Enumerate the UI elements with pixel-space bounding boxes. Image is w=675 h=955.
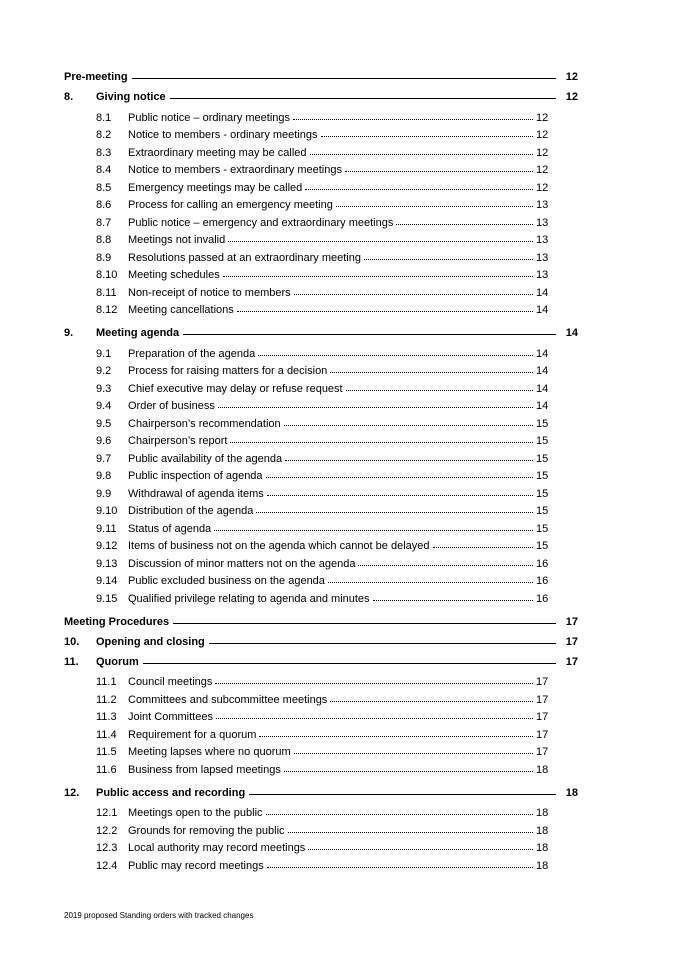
toc-entry-label: Chief executive may delay or refuse request [128, 382, 343, 395]
toc-entry-page: 13 [536, 216, 549, 229]
toc-entry-label: Council meetings [128, 676, 213, 688]
page-footer: 2019 proposed Standing orders with tracked changes [64, 911, 254, 920]
toc-dot-leader [228, 241, 533, 242]
toc-entry[interactable] [64, 395, 578, 413]
toc-page-number: 14 [565, 327, 578, 339]
toc-entry[interactable] [64, 587, 578, 605]
toc-dot-leader [433, 547, 534, 548]
toc-leader-line [143, 663, 556, 664]
toc-entry[interactable] [64, 264, 578, 282]
toc-entry[interactable] [64, 758, 578, 776]
toc-entry-page: 15 [536, 452, 549, 465]
toc-entry-page: 12 [536, 181, 549, 194]
toc-entry-number: 12.3 [96, 842, 118, 854]
toc-entry-label: Order of business [128, 400, 215, 412]
toc-dot-leader [305, 189, 533, 190]
toc-dot-leader [284, 771, 533, 772]
toc-entry-label: Public notice – ordinary meetings [128, 111, 291, 124]
toc-entry[interactable] [64, 802, 578, 820]
toc-entry[interactable] [64, 706, 578, 724]
table-of-contents [64, 63, 578, 875]
toc-entry-number: 9.15 [96, 592, 118, 605]
toc-entry-page: 14 [536, 286, 549, 299]
toc-section-heading[interactable] [64, 628, 578, 648]
toc-entry[interactable] [64, 482, 578, 500]
toc-entry-label: Process for calling an emergency meeting [128, 199, 333, 211]
toc-entry[interactable] [64, 246, 578, 264]
toc-entry-number: 8.6 [96, 199, 112, 211]
toc-entry[interactable] [64, 837, 578, 855]
toc-part-heading[interactable] [64, 63, 578, 83]
toc-entry-page: 12 [536, 164, 549, 176]
toc-entry-page: 15 [536, 487, 549, 500]
toc-entry-number: 8.11 [96, 286, 117, 299]
toc-entry-page: 15 [536, 505, 549, 517]
toc-entry[interactable] [64, 124, 578, 142]
toc-section-number: 12. [64, 786, 80, 799]
toc-entry-label: Requirement for a quorum [128, 728, 257, 741]
toc-entry-page: 17 [536, 728, 549, 741]
toc-entry-number: 9.11 [96, 522, 117, 535]
toc-entry[interactable] [64, 535, 578, 553]
toc-page-number: 17 [565, 655, 578, 668]
toc-entry-page: 13 [536, 199, 549, 211]
toc-dot-leader [285, 460, 533, 461]
toc-dot-leader [215, 683, 533, 684]
toc-dot-leader [288, 832, 533, 833]
toc-leader-line [170, 98, 556, 99]
toc-entry-label: Public inspection of agenda [128, 470, 263, 482]
toc-entry-number: 9.12 [96, 540, 118, 552]
toc-entry[interactable] [64, 570, 578, 588]
toc-dot-leader [256, 512, 533, 513]
toc-dot-leader [218, 407, 533, 408]
toc-dot-leader [346, 390, 533, 391]
toc-entry-page: 13 [536, 251, 549, 264]
toc-entry-number: 11.1 [96, 676, 117, 688]
toc-dot-leader [266, 477, 533, 478]
toc-section-number: 9. [64, 327, 74, 339]
toc-dot-leader [294, 294, 533, 295]
toc-entry[interactable] [64, 211, 578, 229]
toc-entry-label: Meeting lapses where no quorum [128, 746, 291, 758]
toc-entry-label: Public availability of the agenda [128, 452, 283, 465]
toc-entry-label: Qualified privilege relating to agenda and minutes [128, 592, 370, 605]
toc-entry-label: Meeting schedules [128, 269, 220, 281]
toc-dot-leader [294, 753, 533, 754]
toc-entry-page: 15 [536, 540, 549, 552]
toc-entry-number: 11.5 [96, 746, 117, 758]
toc-entry-page: 14 [536, 347, 549, 360]
toc-entry[interactable] [64, 377, 578, 395]
toc-entry-number: 8.7 [96, 216, 112, 229]
toc-entry[interactable] [64, 106, 578, 124]
toc-entry-label: Grounds for removing the public [128, 824, 285, 837]
toc-entry-page: 18 [536, 763, 549, 776]
toc-entry-page: 12 [536, 111, 549, 124]
toc-leader-line [249, 794, 556, 795]
toc-dot-leader [266, 814, 533, 815]
toc-entry-page: 18 [536, 842, 549, 854]
toc-entry-page: 16 [536, 592, 549, 605]
toc-dot-leader [259, 736, 533, 737]
toc-page-number: 12 [565, 71, 578, 83]
toc-entry-label: Distribution of the agenda [128, 505, 254, 517]
toc-entry-number: 11.4 [96, 728, 117, 741]
toc-entry-page: 14 [536, 365, 549, 377]
toc-section-heading[interactable] [64, 83, 578, 103]
toc-entry-number: 9.7 [96, 452, 112, 465]
toc-entry-page: 17 [536, 676, 549, 688]
toc-heading-label: Public access and recording [96, 786, 246, 799]
toc-entry[interactable] [64, 552, 578, 570]
toc-entry-label: Non-receipt of notice to members [128, 286, 291, 299]
toc-dot-leader [336, 206, 533, 207]
toc-entry-number: 9.8 [96, 470, 112, 482]
toc-entry-page: 15 [536, 470, 549, 482]
toc-heading-label: Meeting Procedures [64, 615, 170, 628]
toc-section-heading[interactable] [64, 779, 578, 799]
toc-entry-number: 9.4 [96, 400, 112, 412]
toc-entry-page: 18 [536, 859, 549, 872]
toc-entry-label: Local authority may record meetings [128, 842, 306, 854]
toc-entry-label: Chairperson’s recommendation [128, 417, 281, 430]
toc-dot-leader [345, 171, 533, 172]
toc-section-number: 8. [64, 91, 74, 103]
toc-heading-label: Pre-meeting [64, 71, 128, 83]
toc-section-heading[interactable] [64, 648, 578, 668]
toc-entry-label: Preparation of the agenda [128, 347, 256, 360]
toc-entry-number: 9.3 [96, 382, 112, 395]
toc-dot-leader [216, 718, 533, 719]
toc-entry-label: Notice to members - ordinary meetings [128, 129, 318, 141]
toc-dot-leader [330, 372, 533, 373]
toc-entry[interactable] [64, 229, 578, 247]
toc-page-number: 17 [565, 615, 578, 628]
toc-entry-label: Notice to members - extraordinary meetings [128, 164, 342, 176]
toc-entry[interactable] [64, 517, 578, 535]
toc-entry-label: Business from lapsed meetings [128, 763, 281, 776]
toc-page-number: 17 [565, 635, 578, 648]
toc-entry-page: 12 [536, 146, 549, 159]
toc-entry-page: 17 [536, 711, 549, 723]
toc-entry-number: 11.6 [96, 763, 117, 776]
toc-entry-number: 9.13 [96, 557, 118, 570]
toc-entry-number: 9.10 [96, 505, 118, 517]
toc-leader-line [183, 334, 556, 335]
toc-entry-label: Chairperson’s report [128, 435, 228, 447]
toc-entry-page: 15 [536, 417, 549, 430]
toc-leader-line [209, 643, 556, 644]
toc-dot-leader [267, 495, 533, 496]
toc-dot-leader [267, 867, 533, 868]
toc-entry[interactable] [64, 854, 578, 872]
toc-entry-number: 12.2 [96, 824, 118, 837]
toc-entry[interactable] [64, 194, 578, 212]
toc-entry-page: 15 [536, 435, 549, 447]
toc-entry-number: 11.2 [96, 693, 117, 706]
toc-entry-label: Status of agenda [128, 522, 212, 535]
toc-heading-label: Opening and closing [96, 635, 205, 648]
toc-entry-page: 14 [536, 382, 549, 395]
toc-entry-page: 14 [536, 304, 549, 316]
toc-entry-number: 8.9 [96, 251, 112, 264]
toc-dot-leader [237, 311, 533, 312]
toc-entry-page: 12 [536, 129, 549, 141]
toc-dot-leader [284, 425, 533, 426]
toc-entry[interactable] [64, 430, 578, 448]
toc-section-number: 10. [64, 635, 80, 648]
toc-entry-number: 8.1 [96, 111, 112, 124]
toc-entry-label: Joint Committees [128, 711, 213, 723]
toc-entry-page: 15 [536, 522, 549, 535]
toc-page-number: 12 [565, 91, 578, 103]
toc-entry[interactable] [64, 819, 578, 837]
toc-dot-leader [364, 259, 533, 260]
toc-heading-label: Giving notice [96, 91, 166, 103]
toc-entry-number: 8.3 [96, 146, 112, 159]
toc-entry[interactable] [64, 741, 578, 759]
toc-entry[interactable] [64, 465, 578, 483]
toc-entry-label: Emergency meetings may be called [128, 181, 303, 194]
toc-entry-page: 17 [536, 746, 549, 758]
toc-entry-number: 8.10 [96, 269, 118, 281]
toc-entry-number: 11.3 [96, 711, 117, 723]
toc-entry-label: Discussion of minor matters not on the agenda [128, 557, 356, 570]
toc-entry-number: 9.14 [96, 575, 118, 587]
toc-dot-leader [328, 582, 533, 583]
toc-leader-line [132, 78, 556, 79]
toc-entry-page: 18 [536, 807, 549, 819]
toc-entry-label: Meeting cancellations [128, 304, 234, 316]
toc-heading-label: Quorum [96, 655, 139, 668]
toc-entry[interactable] [64, 671, 578, 689]
toc-dot-leader [230, 442, 533, 443]
toc-dot-leader [373, 600, 533, 601]
toc-entry-page: 13 [536, 234, 549, 246]
toc-entry-number: 8.8 [96, 234, 112, 246]
toc-entry-number: 9.5 [96, 417, 112, 430]
toc-dot-leader [293, 119, 533, 120]
toc-entry-number: 9.2 [96, 365, 112, 377]
toc-page-number: 18 [565, 786, 578, 799]
toc-entry[interactable] [64, 723, 578, 741]
toc-dot-leader [308, 849, 533, 850]
toc-entry[interactable] [64, 141, 578, 159]
toc-entry-number: 8.2 [96, 129, 112, 141]
toc-entry-label: Withdrawal of agenda items [128, 487, 264, 500]
toc-part-heading[interactable] [64, 608, 578, 628]
toc-entry-number: 9.9 [96, 487, 112, 500]
toc-spacer [64, 872, 578, 875]
toc-dot-leader [321, 136, 533, 137]
toc-entry[interactable] [64, 688, 578, 706]
toc-entry-page: 13 [536, 269, 549, 281]
toc-section-number: 11. [64, 655, 79, 668]
toc-entry[interactable] [64, 360, 578, 378]
toc-entry-label: Public may record meetings [128, 859, 264, 872]
toc-entry-label: Meetings not invalid [128, 234, 226, 246]
toc-entry[interactable] [64, 412, 578, 430]
toc-entry-label: Public excluded business on the agenda [128, 575, 325, 587]
toc-entry-label: Public notice – emergency and extraordinary meetings [128, 216, 394, 229]
toc-entry-number: 12.1 [96, 807, 118, 819]
toc-entry-page: 14 [536, 400, 549, 412]
toc-entry-page: 17 [536, 693, 549, 706]
toc-leader-line [173, 623, 556, 624]
toc-dot-leader [214, 530, 533, 531]
toc-dot-leader [310, 154, 533, 155]
toc-entry-label: Items of business not on the agenda which cannot be delayed [128, 540, 430, 552]
toc-entry-label: Extraordinary meeting may be called [128, 146, 307, 159]
toc-entry-label: Resolutions passed at an extraordinary meeting [128, 251, 361, 264]
toc-heading-label: Meeting agenda [96, 327, 180, 339]
toc-entry[interactable] [64, 342, 578, 360]
toc-entry[interactable] [64, 447, 578, 465]
toc-entry[interactable] [64, 176, 578, 194]
toc-entry-page: 16 [536, 557, 549, 570]
toc-section-heading[interactable] [64, 319, 578, 339]
toc-entry-number: 9.1 [96, 347, 112, 360]
toc-entry[interactable] [64, 500, 578, 518]
toc-dot-leader [330, 701, 533, 702]
toc-dot-leader [223, 276, 533, 277]
toc-entry-label: Committees and subcommittee meetings [128, 693, 328, 706]
toc-entry[interactable] [64, 159, 578, 177]
toc-dot-leader [396, 224, 533, 225]
toc-entry-number: 12.4 [96, 859, 118, 872]
toc-entry-page: 16 [536, 575, 549, 587]
toc-entry-label: Process for raising matters for a decision [128, 365, 328, 377]
toc-dot-leader [258, 355, 533, 356]
toc-entry-number: 9.6 [96, 435, 112, 447]
toc-entry-number: 8.4 [96, 164, 112, 176]
toc-entry-label: Meetings open to the public [128, 807, 263, 819]
toc-entry-number: 8.5 [96, 181, 112, 194]
toc-entry-page: 18 [536, 824, 549, 837]
toc-entry[interactable] [64, 299, 578, 317]
toc-entry[interactable] [64, 281, 578, 299]
toc-dot-leader [358, 565, 533, 566]
toc-entry-number: 8.12 [96, 304, 118, 316]
